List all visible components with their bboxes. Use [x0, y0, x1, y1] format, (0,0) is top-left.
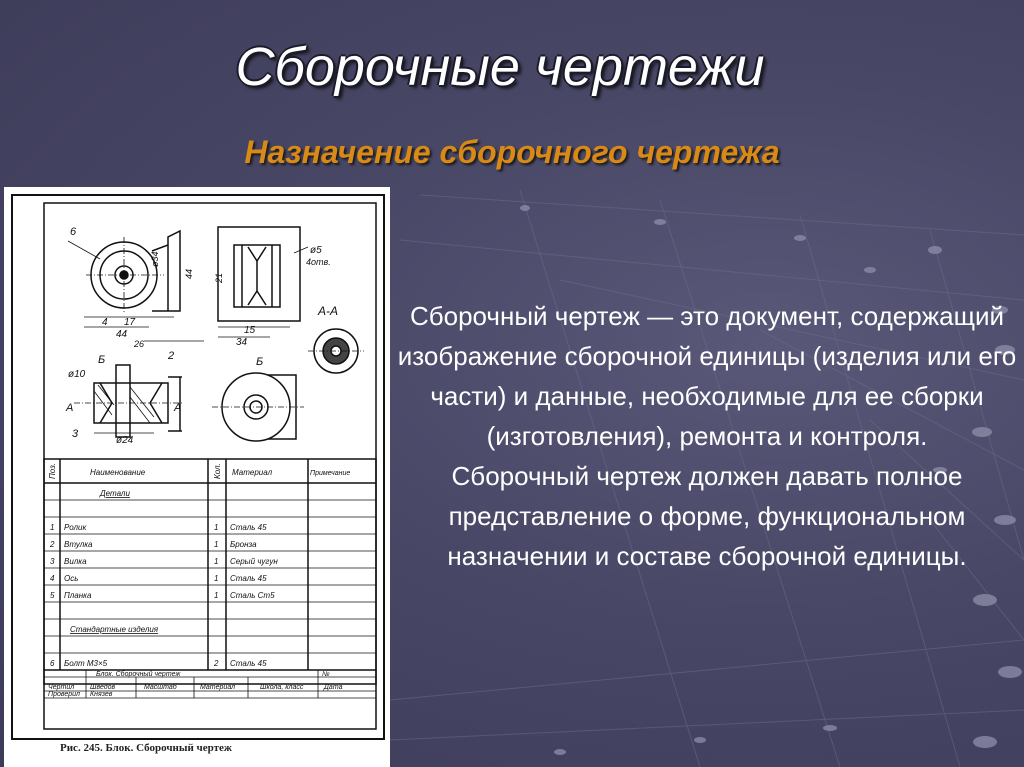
table-row-name: Вилка — [64, 557, 87, 566]
svg-text:А: А — [66, 402, 74, 414]
table-row-qty: 1 — [214, 574, 219, 583]
svg-text:21: 21 — [214, 272, 224, 283]
table-row-name: Планка — [64, 591, 92, 600]
svg-text:А: А — [174, 402, 182, 414]
table-row-material: Сталь 45 — [230, 574, 267, 583]
svg-text:17: 17 — [124, 317, 136, 328]
table-row-qty: 1 — [214, 523, 219, 532]
table-row-material: Бронза — [230, 540, 257, 549]
table-header-pos: Поз. — [48, 462, 57, 479]
stamp-school: Школа, класс — [260, 684, 304, 691]
stamp-drawn-by: Чертил — [48, 684, 75, 691]
table-row-pos: 4 — [50, 574, 55, 583]
stamp-checked-name: Князев — [90, 691, 113, 698]
svg-text:26: 26 — [134, 339, 145, 349]
table-row-qty: 1 — [214, 540, 219, 549]
svg-text:15: 15 — [244, 325, 256, 336]
table-row-name: Болт М3×5 — [64, 659, 108, 668]
table-row-material: Сталь 45 — [230, 523, 267, 532]
stamp-material: Материал — [200, 684, 236, 691]
table-header-note: Примечание — [310, 470, 351, 477]
stamp-drawn-name: Шведов — [90, 684, 116, 691]
svg-text:4: 4 — [102, 317, 108, 328]
table-header-material: Материал — [232, 468, 273, 477]
svg-text:44: 44 — [116, 329, 128, 340]
svg-text:А-А: А-А — [318, 304, 339, 318]
svg-text:ø5: ø5 — [310, 245, 322, 256]
table-row-material: Серый чугун — [230, 557, 278, 566]
figure-caption: Рис. 245. Блок. Сборочный чертеж — [60, 742, 232, 754]
table-section-standard: Стандартные изделия — [70, 625, 159, 634]
assembly-drawing-figure — [4, 187, 390, 767]
table-row-pos: 3 — [50, 557, 55, 566]
svg-text:Б: Б — [256, 356, 264, 368]
svg-text:6: 6 — [70, 226, 77, 238]
table-row-qty: 1 — [214, 557, 219, 566]
table-row-name: Ось — [64, 574, 79, 583]
definition-paragraph: Сборочный чертеж — это документ, содержащий изображение сборочной единицы (изделия или его части) и данные, необходимые для ее сборки (изготовления), ремонта и контроля. — [397, 301, 1017, 451]
table-row-pos: 6 — [50, 659, 55, 668]
body-text — [392, 296, 1022, 576]
svg-text:ø10: ø10 — [68, 369, 86, 380]
assembly-drawing — [4, 187, 390, 767]
requirement-paragraph: Сборочный чертеж должен давать полное представление о форме, функциональном назначении и составе сборочной единицы. — [447, 461, 967, 571]
slide-subtitle: Назначение сборочного чертежа — [244, 134, 780, 170]
svg-text:ø34: ø34 — [150, 251, 160, 267]
table-row-material: Сталь 45 — [230, 659, 267, 668]
stamp-date: Дата — [324, 684, 343, 691]
svg-text:44: 44 — [184, 268, 194, 279]
svg-text:4отв.: 4отв. — [306, 257, 331, 267]
table-row-qty: 2 — [214, 659, 219, 668]
slide-title: Сборочные чертежи — [235, 37, 765, 97]
table-row-qty: 1 — [214, 591, 219, 600]
svg-text:2: 2 — [168, 350, 175, 362]
table-row-pos: 1 — [50, 523, 55, 532]
svg-text:ø24: ø24 — [116, 435, 134, 446]
stamp-title: Блок. Сборочный чертеж — [96, 671, 181, 678]
table-row-name: Ролик — [64, 523, 87, 532]
table-row-name: Втулка — [64, 540, 93, 549]
stamp-number: № — [322, 671, 330, 678]
svg-text:34: 34 — [236, 337, 248, 348]
stamp-scale: Масштаб — [144, 684, 177, 691]
table-header-qty: Кол. — [213, 463, 222, 479]
table-section-details: Детали — [100, 489, 130, 498]
table-header-name: Наименование — [90, 468, 146, 477]
table-row-pos: 2 — [50, 540, 55, 549]
table-row-pos: 5 — [50, 591, 55, 600]
table-row-material: Сталь Ст5 — [230, 591, 275, 600]
svg-text:3: 3 — [72, 428, 79, 440]
stamp-checked-by: Проверил — [48, 691, 80, 698]
svg-text:Б: Б — [98, 354, 106, 366]
